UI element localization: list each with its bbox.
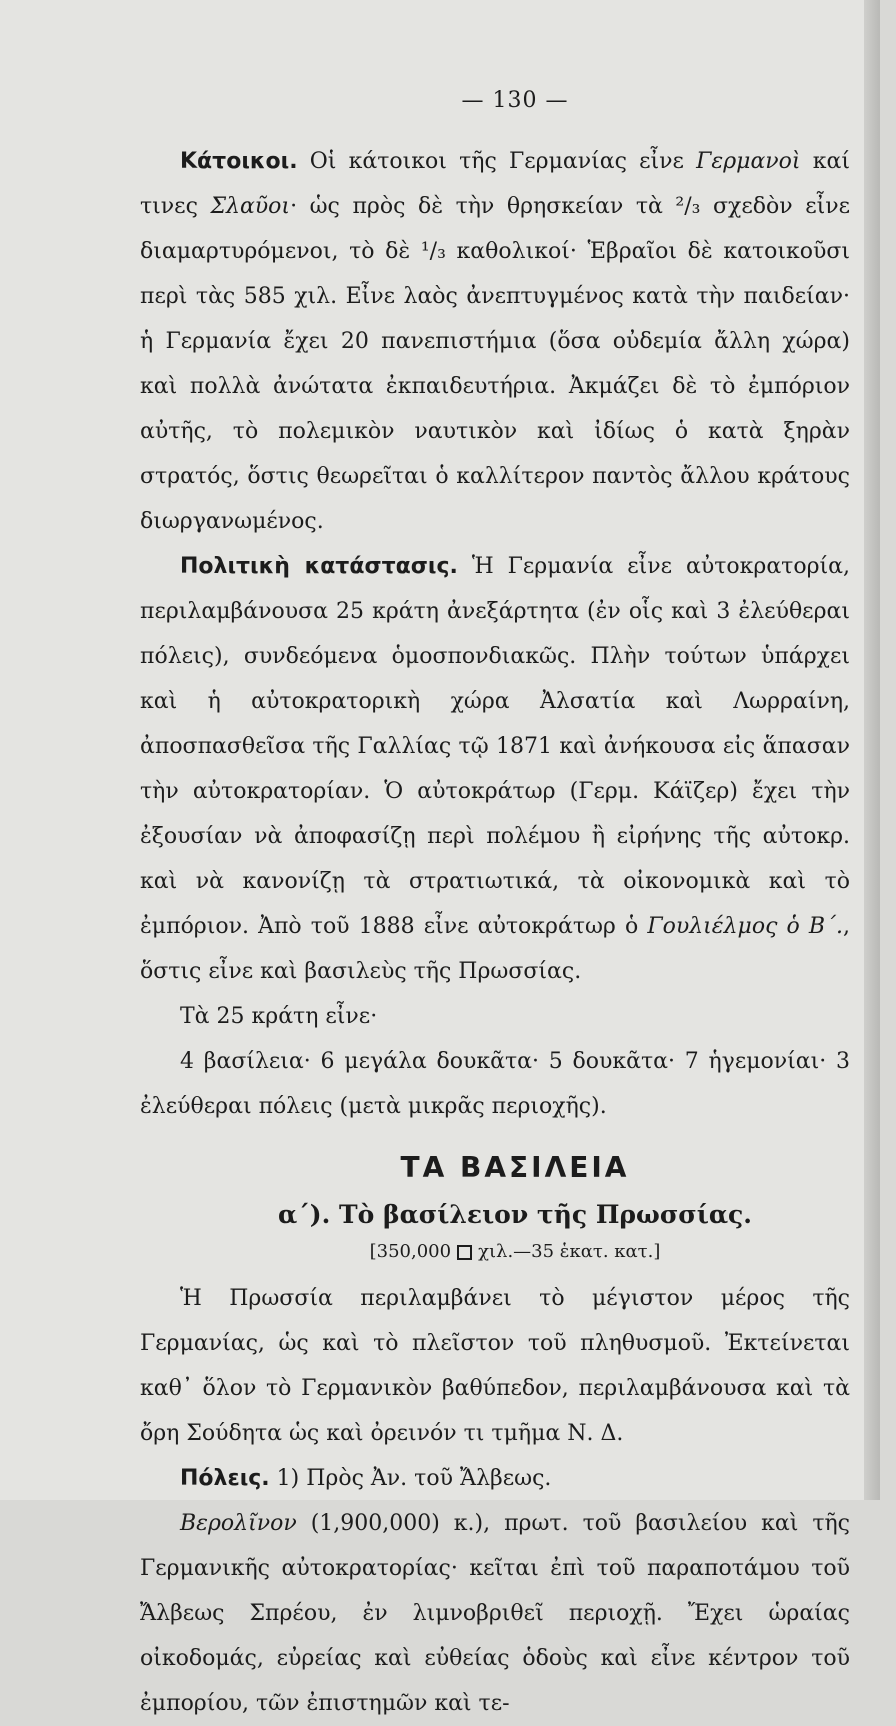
paragraph-berlin: Βερολῖνον (1,900,000) κ.), πρωτ. τοῦ βασιλείου καὶ τῆς Γερμανικῆς αὐτοκρατορίας· κεῖται ἐπὶ τοῦ παραποτάμου τοῦ Ἄλβεως Σπρέου, ἐν λιμνοβριθεῖ περιοχῇ. Ἔχει ὡραίας οἰκοδομάς, εὐρείας καὶ εὐθείας ὁδοὺς καὶ εἶνε κέντρον τοῦ ἐμπορίου, τῶν ἐπιστημῶν καὶ τε- [140, 1511, 850, 1716]
heading-inhabitants: Κάτοικοι. [180, 149, 298, 174]
heading-cities: Πόλεις. [180, 1466, 270, 1491]
states-intro: Τὰ 25 κράτη εἶνε· [180, 1004, 378, 1029]
prussia-stats: [350,000 χιλ.—35 ἑκατ. κατ.] [369, 1241, 661, 1262]
paragraph-cities: Πόλεις. 1) Πρὸς Ἀν. τοῦ Ἄλβεως. [180, 1466, 552, 1491]
subsection-title-prussia: α΄). Τὸ βασίλειον τῆς Πρωσσίας. [278, 1200, 752, 1229]
page-edge-shadow [864, 0, 880, 1500]
page-number: — 130 — [461, 88, 569, 113]
city-berlin: Βερολῖνον [180, 1511, 297, 1536]
paragraph-political-situation: Πολιτικὴ κατάστασις. Ἡ Γερμανία εἶνε αὐτοκρατορία, περιλαμβάνουσα 25 κράτη ἀνεξάρτητα (ἐν οἷς καὶ 3 ἐλεύθεραι πόλεις), συνδεόμενα ὁμοσπονδιακῶς. Πλὴν τούτων ὑπάρχει καὶ ἡ αὐτοκρατορικὴ χώρα Ἀλσατία καὶ Λωρραίνη, ἀποσπασθεῖσα τῆς Γαλλίας τῷ 1871 καὶ ἀνήκουσα εἰς ἅπασαν τὴν αὐτοκρατορίαν. Ὁ αὐτοκράτωρ (Γερμ. Κάϊζερ) ἔχει τὴν ἐξουσίαν νὰ ἀποφασίζῃ περὶ πολέμου ἢ εἰρήνης τῆς αὐτοκρ. καὶ νὰ κανονίζῃ τὰ στρατιωτικά, τὰ οἰκονομικὰ καὶ τὸ ἐμπόριον. Ἀπὸ τοῦ 1888 εἶνε αὐτοκράτωρ ὁ Γουλιέλμος ὁ Β΄., ὅστις εἶνε καὶ βασιλεὺς τῆς Πρωσσίας. [140, 554, 850, 984]
square-km-symbol [457, 1245, 472, 1260]
heading-political-situation: Πολιτικὴ κατάστασις. [180, 554, 458, 579]
paragraph-inhabitants: Κάτοικοι. Οἱ κάτοικοι τῆς Γερμανίας εἶνε Γερμανοὶ καί τινες Σλαῦοι· ὡς πρὸς δὲ τὴν θρησκείαν τὰ ²/₃ σχεδὸν εἶνε διαμαρτυρόμενοι, τὸ δὲ ¹/₃ καθολικοί· Ἑβραῖοι δὲ κατοικοῦσι περὶ τὰς 585 χιλ. Εἶνε λαὸς ἀνεπτυγμένος κατὰ τὴν παιδείαν· ἡ Γερμανία ἔχει 20 πανεπιστήμια (ὅσα οὐδεμία ἄλλη χώρα) καὶ πολλὰ ἀνώτατα ἐκπαιδευτήρια. Ἀκμάζει δὲ τὸ ἐμπόριον αὐτῆς, τὸ πολεμικὸν ναυτικὸν καὶ ἰδίως ὁ κατὰ ξηρὰν στρατός, ὅστις θεωρεῖται ὁ καλλίτερον παντὸς ἄλλου κράτους διωργανωμένος. [140, 149, 850, 534]
section-title: ΤΑ ΒΑΣΙΛΕΙΑ [400, 1151, 630, 1184]
paragraph-prussia: Ἡ Πρωσσία περιλαμβάνει τὸ μέγιστον μέρος τῆς Γερμανίας, ὡς καὶ τὸ πλεῖστον τοῦ πληθυσμοῦ. Ἐκτείνεται καθ᾿ ὅλον τὸ Γερμανικὸν βαθύπεδον, περιλαμβάνουσα καὶ τὰ ὄρη Σούδητα ὡς καὶ ὀρεινόν τι τμῆμα Ν. Δ. [140, 1286, 850, 1446]
states-list: 4 βασίλεια· 6 μεγάλα δουκᾶτα· 5 δουκᾶτα· 7 ἡγεμονίαι· 3 ἐλεύθεραι πόλεις (μετὰ μικρᾶς περιοχῆς). [140, 1049, 850, 1119]
